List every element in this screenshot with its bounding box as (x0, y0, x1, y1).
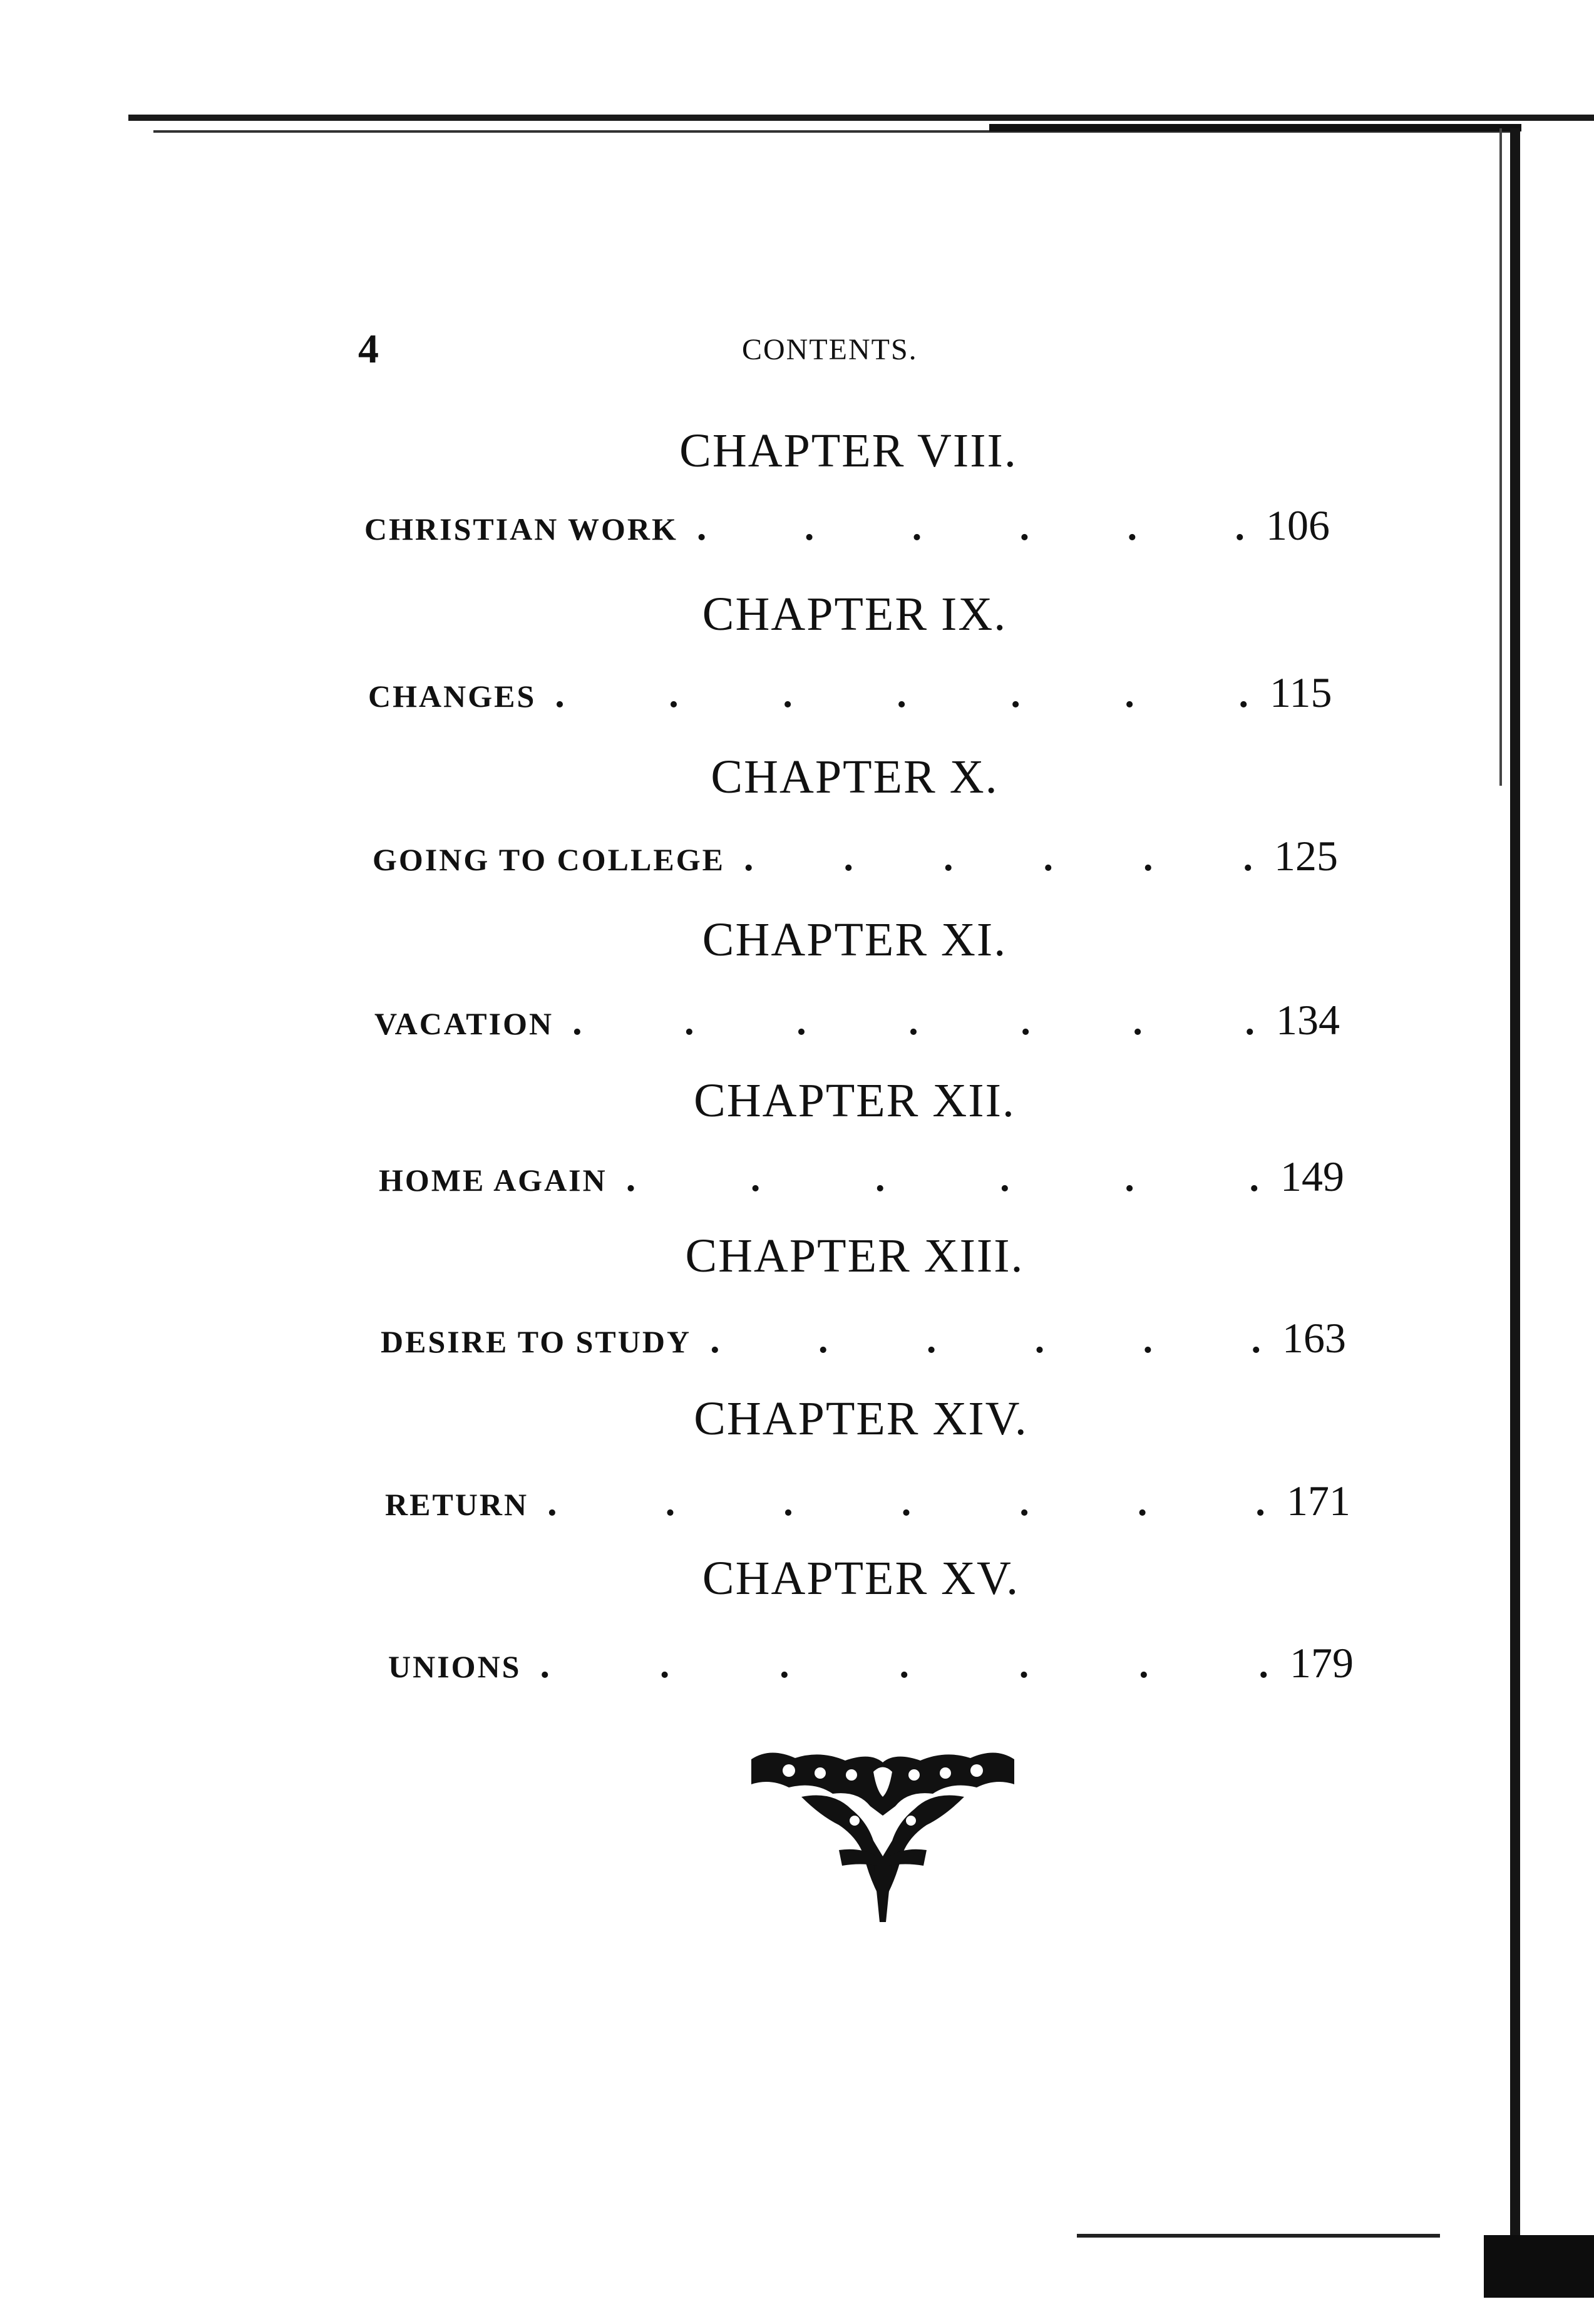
dot-leader: . . . . . . . (555, 673, 1248, 716)
chapter-heading: CHAPTER XI. (702, 913, 1007, 966)
toc-entry-title: HOME AGAIN (379, 1163, 607, 1198)
dot-leader: . . . . . . (743, 836, 1253, 879)
chapter-heading: CHAPTER XV. (702, 1552, 1020, 1605)
toc-entry (385, 1479, 1362, 1522)
chapter-heading: CHAPTER XIII. (685, 1230, 1024, 1282)
toc-entry-page: 134 (1276, 996, 1340, 1044)
toc-entry-page: 125 (1274, 832, 1338, 880)
chapter-heading: CHAPTER XIV. (694, 1392, 1028, 1445)
top-rule-heavy (989, 124, 1521, 131)
running-title: CONTENTS. (742, 333, 918, 366)
toc-entry (374, 996, 1351, 1044)
toc-entry-page: 149 (1280, 1153, 1344, 1200)
toc-entry (379, 1155, 1355, 1198)
dot-leader: . . . . . . . (572, 1000, 1255, 1043)
toc-entry-title: CHRISTIAN WORK (364, 512, 678, 547)
toc-entry-title: GOING TO COLLEGE (373, 842, 725, 877)
dot-leader: . . . . . . . (540, 1643, 1268, 1686)
page-number: 4 (358, 326, 379, 372)
chapter-heading: CHAPTER VIII. (679, 424, 1017, 477)
page-corner-shadow (1484, 2235, 1594, 2298)
top-rule (128, 115, 1594, 121)
toc-entry-title: RETURN (385, 1487, 529, 1522)
toc-entry (373, 832, 1349, 880)
toc-entry-page: 106 (1266, 501, 1330, 549)
dot-leader: . . . . . . . (547, 1481, 1265, 1524)
chapter-heading: CHAPTER XII. (694, 1074, 1016, 1127)
toc-entry (388, 1639, 1365, 1687)
toc-entry (364, 501, 1341, 549)
toc-entry-page: 163 (1282, 1314, 1346, 1362)
toc-entry-title: CHANGES (368, 679, 537, 714)
page-edge-right (1510, 128, 1520, 2276)
dot-leader: . . . . . . (696, 506, 1245, 548)
dot-leader: . . . . . . (625, 1157, 1259, 1200)
toc-entry (368, 671, 1345, 714)
toc-entry-title: UNIONS (388, 1649, 522, 1684)
fleuron-ornament-icon (745, 1747, 1021, 1928)
toc-entry (381, 1314, 1357, 1362)
dot-leader: . . . . . . (710, 1319, 1261, 1361)
chapter-heading: CHAPTER X. (711, 751, 999, 803)
toc-entry-page: 171 (1287, 1477, 1350, 1524)
toc-entry-page: 115 (1270, 669, 1332, 716)
chapter-heading: CHAPTER IX. (702, 588, 1007, 640)
page-edge-right-thin (1499, 128, 1502, 786)
toc-entry-title: DESIRE TO STUDY (381, 1324, 692, 1359)
toc-entry-page: 179 (1290, 1639, 1354, 1687)
toc-entry-title: VACATION (374, 1006, 554, 1041)
bottom-rule (1077, 2234, 1440, 2238)
